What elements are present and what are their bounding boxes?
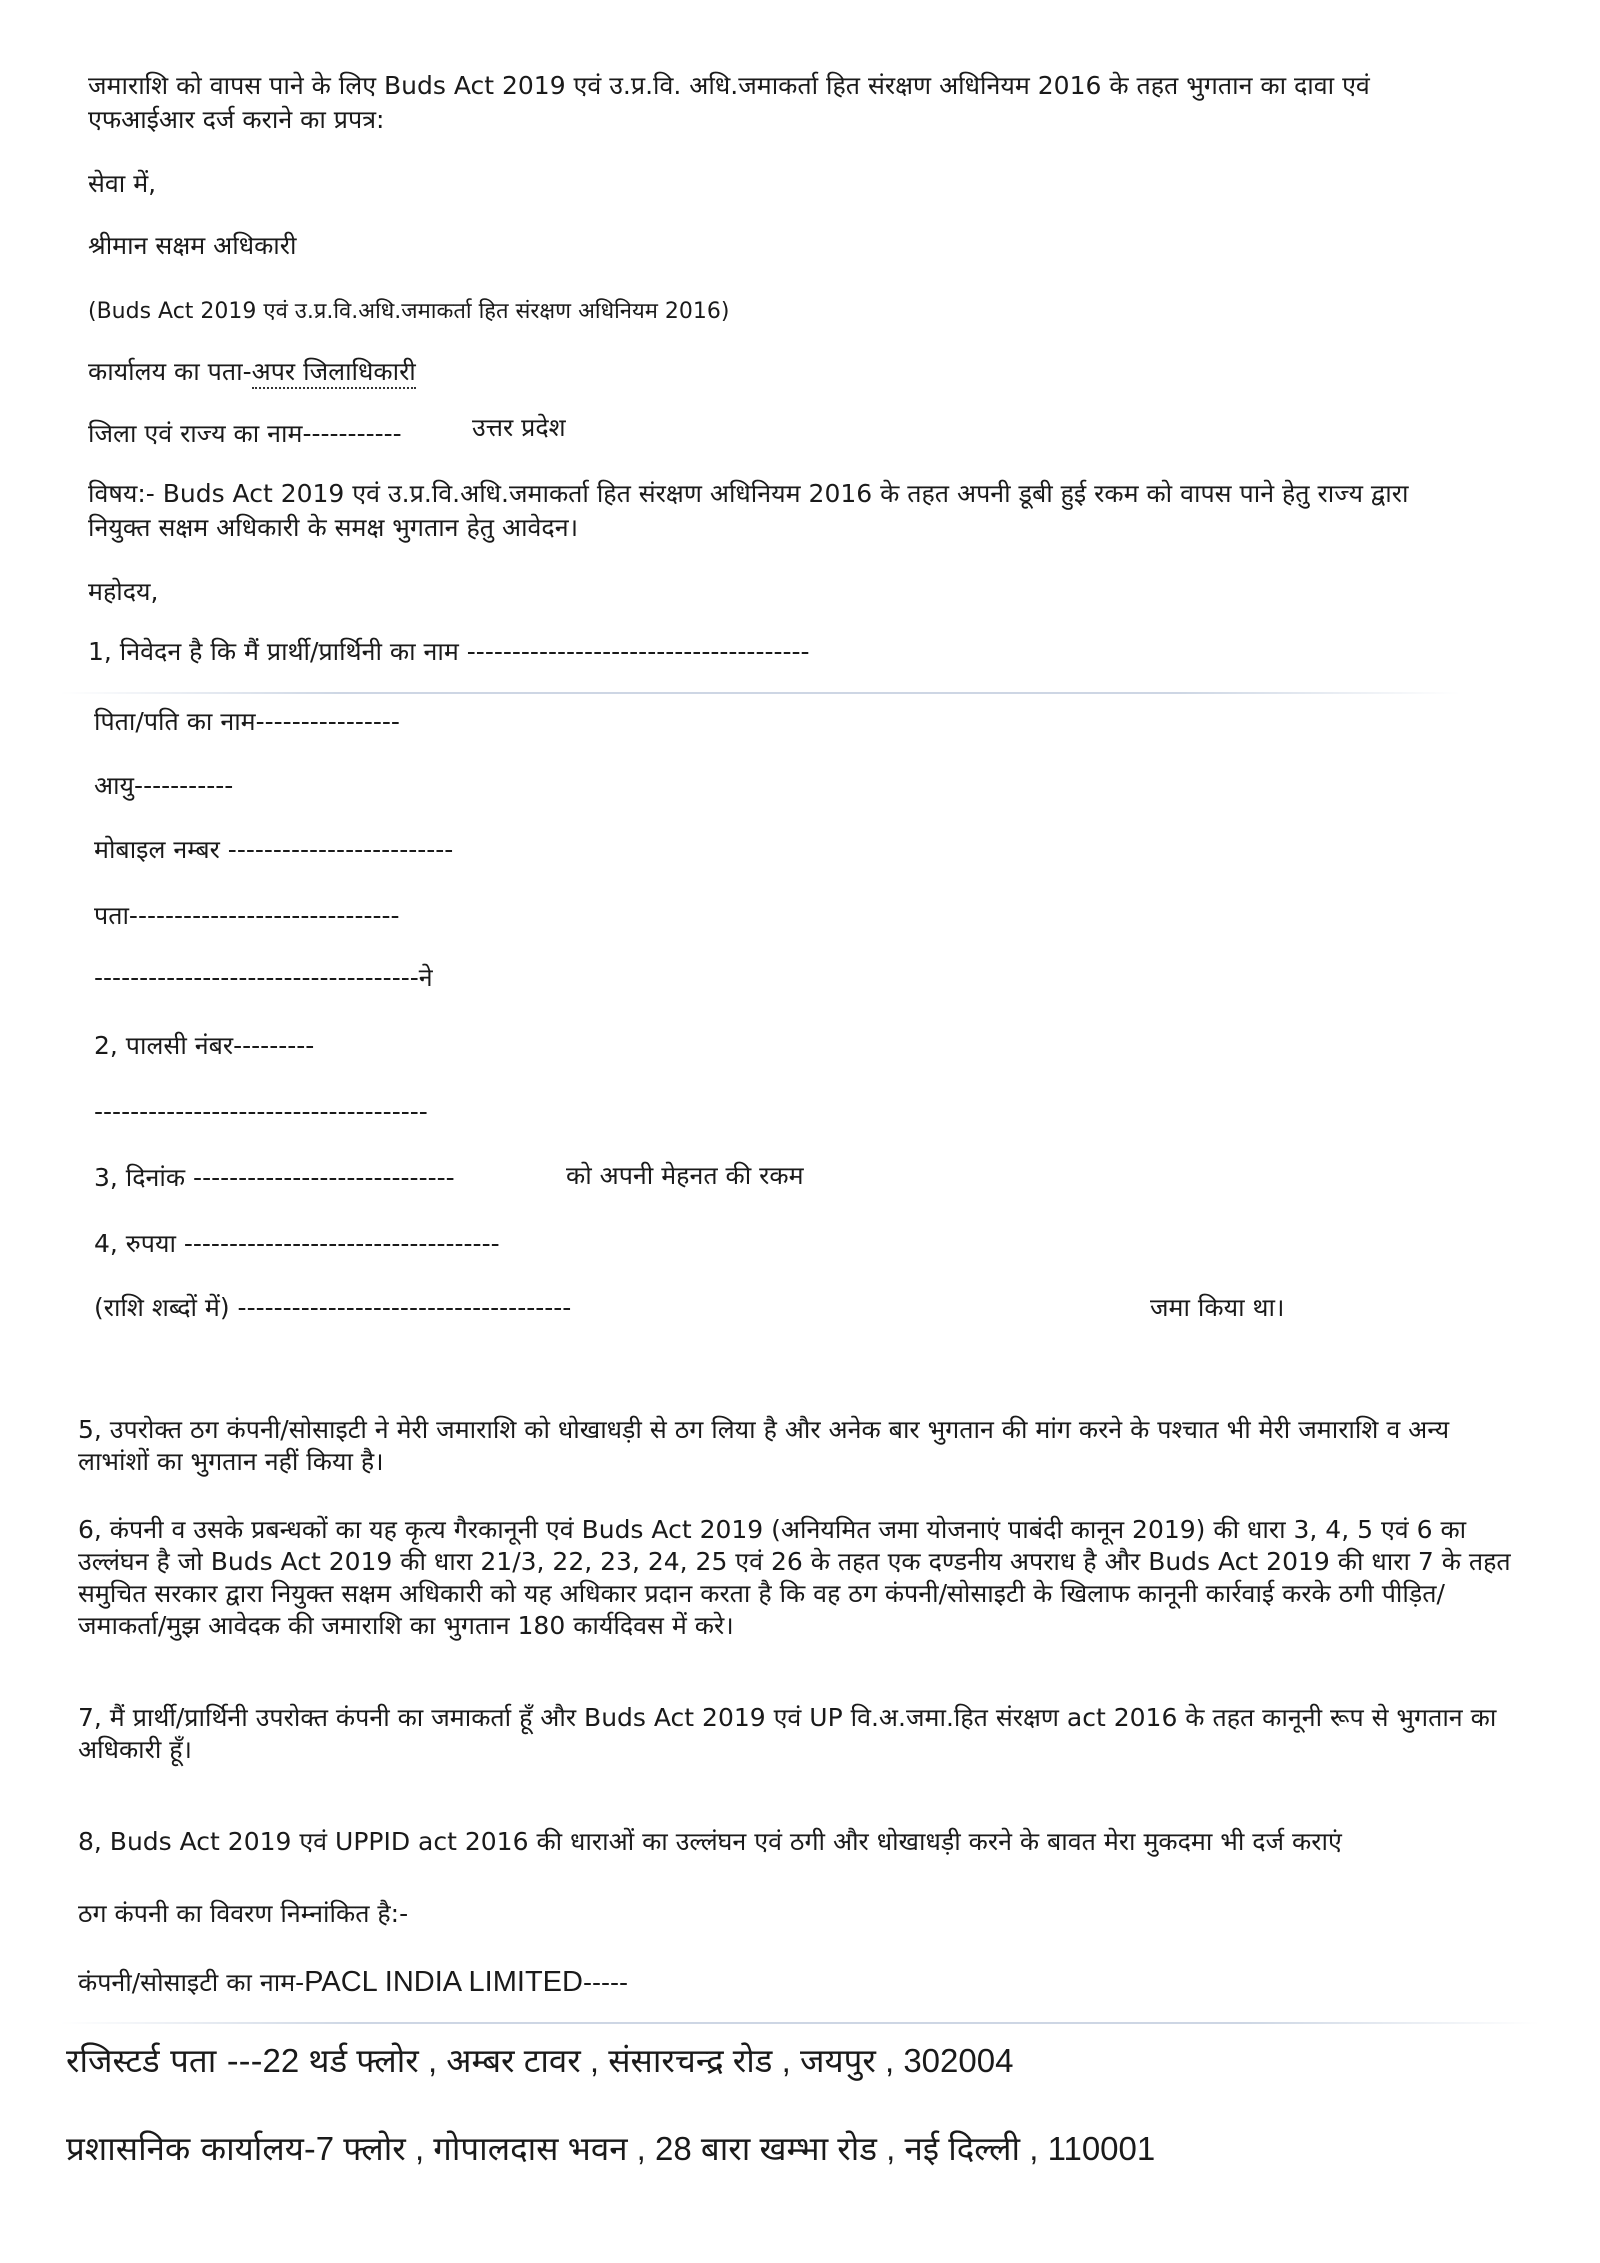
addressee-acts: (Buds Act 2019 एवं उ.प्र.वि.अधि.जमाकर्ता हित संरक्षण अधिनियम 2016) (88, 299, 730, 324)
office-value: अपर जिलाधिकारी (252, 357, 416, 389)
applicant-name-field: 1, निवेदन है कि मैं प्रार्थी/प्रार्थिनी का नाम -------------------------------------- (88, 637, 810, 666)
addressee: श्रीमान सक्षम अधिकारी (88, 231, 297, 260)
amount-words-field: (राशि शब्दों में) ------------------------------------- (94, 1293, 572, 1322)
paragraph-8: 8, Buds Act 2019 एवं UPPID act 2016 की धाराओं का उल्लंघन एवं ठगी और धोखाधड़ी करने के बावत मेरा मुकदमा भी दर्ज कराएं (78, 1827, 1342, 1856)
admin-office-row (66, 2128, 1155, 2170)
registered-address-row (66, 2040, 1013, 2082)
registered-address-dash: --- (226, 2041, 263, 2080)
office-label: कार्यालय का पता- (88, 357, 252, 386)
district-value: उत्तर प्रदेश (472, 413, 566, 442)
paragraph-6: 6, कंपनी व उसके प्रबन्धकों का यह कृत्य गैरकानूनी एवं Buds Act 2019 (अनियमित जमा योजनाएं पाबंदी कानून 2019) की धारा 3, 4, 5 एवं 6 का उल्लंघन है जो Buds Act 2019 की धारा 21/3, 22, 23, 24, 25 एवं 26 के तहत एक दण्डनीय अपराध है और Buds Act 2019 की धारा 7 के तहत समुचित सरकार द्वारा नियुक्त सक्षम अधिकारी को यह अधिकार प्रदान करता है कि वह ठग कंपनी/सोसाइटी के खिलाफ कानूनी कार्रवाई करके ठगी पीड़ित/जमाकर्ता/मुझ आवेदक की जमाराशि का भुगतान 180 कार्यदिवस में करे। (78, 1515, 1511, 1640)
father-name-field: पिता/पति का नाम---------------- (94, 707, 400, 736)
paragraph-5: 5, उपरोक्त ठग कंपनी/सोसाइटी ने मेरी जमाराशि को धोखाधड़ी से ठग लिया है और अनेक बार भुगतान की मांग करने के पश्चात भी मेरी जमाराशि व अन्य लाभांशों का भुगतान नहीं किया है। (78, 1415, 1450, 1476)
district-label: जिला एवं राज्य का नाम----------- (88, 419, 402, 448)
company-name-label: कंपनी/सोसाइटी का नाम- (78, 1968, 305, 1997)
admin-office-label: प्रशासनिक कार्यालय- (66, 2129, 316, 2168)
mobile-field: मोबाइल नम्बर ------------------------- (94, 835, 454, 864)
company-details-heading: ठग कंपनी का विवरण निम्नांकित है:- (78, 1899, 409, 1928)
registered-address-label: रजिस्टर्ड पता (66, 2041, 227, 2080)
registered-address-value: 22 थर्ड फ्लोर , अम्बर टावर , संसारचन्द्र रोड , जयपुर , 302004 (262, 2042, 1014, 2079)
address-field: पता------------------------------ (94, 901, 400, 930)
company-name-value: PACL INDIA LIMITED (304, 1966, 583, 1998)
policy-line2-field: ------------------------------------- (94, 1097, 428, 1126)
admin-office-value: 7 फ्लोर , गोपालदास भवन , 28 बारा खम्भा रोड , नई दिल्ली , 110001 (315, 2130, 1156, 2167)
subject-line1: विषय:- Buds Act 2019 एवं उ.प्र.वि.अधि.जमाकर्ता हित संरक्षण अधिनियम 2016 के तहत अपनी डूबी हुई रकम को वापस पाने हेतु राज्य द्वारा (88, 479, 1409, 508)
amount-field: 4, रुपया ----------------------------------- (94, 1229, 500, 1258)
scan-divider (60, 692, 1460, 694)
deposited-text: जमा किया था। (1150, 1293, 1285, 1322)
paragraph-7: 7, मैं प्रार्थी/प्रार्थिनी उपरोक्त कंपनी का जमाकर्ता हूँ और Buds Act 2019 एवं UP वि.अ.जमा.हित संरक्षण act 2016 के तहत कानूनी रूप से भुगतान का अधिकारी हूँ। (78, 1703, 1497, 1764)
age-field: आयु----------- (94, 771, 234, 800)
scan-divider-2 (60, 2022, 1540, 2024)
salutation-sir: महोदय, (88, 577, 159, 606)
date-suffix: को अपनी मेहनत की रकम (566, 1161, 804, 1190)
office-address (88, 356, 416, 388)
subject-line2: नियुक्त सक्षम अधिकारी के समक्ष भुगतान हेतु आवेदन। (88, 513, 579, 542)
salutation-to: सेवा में, (88, 169, 157, 198)
company-name-row (78, 1966, 628, 1999)
form-title-line2: एफआईआर दर्ज कराने का प्रपत्र: (88, 105, 385, 134)
policy-number-field: 2, पालसी नंबर--------- (94, 1031, 315, 1060)
form-title-line1: जमाराशि को वापस पाने के लिए Buds Act 2019 एवं उ.प्र.वि. अधि.जमाकर्ता हित संरक्षण अधिनियम 2016 के तहत भुगतान का दावा एवं (88, 71, 1370, 100)
address-line2-field: ------------------------------------ने (94, 963, 433, 992)
company-name-trail: ----- (582, 1968, 629, 1997)
date-field: 3, दिनांक ----------------------------- (94, 1163, 455, 1192)
